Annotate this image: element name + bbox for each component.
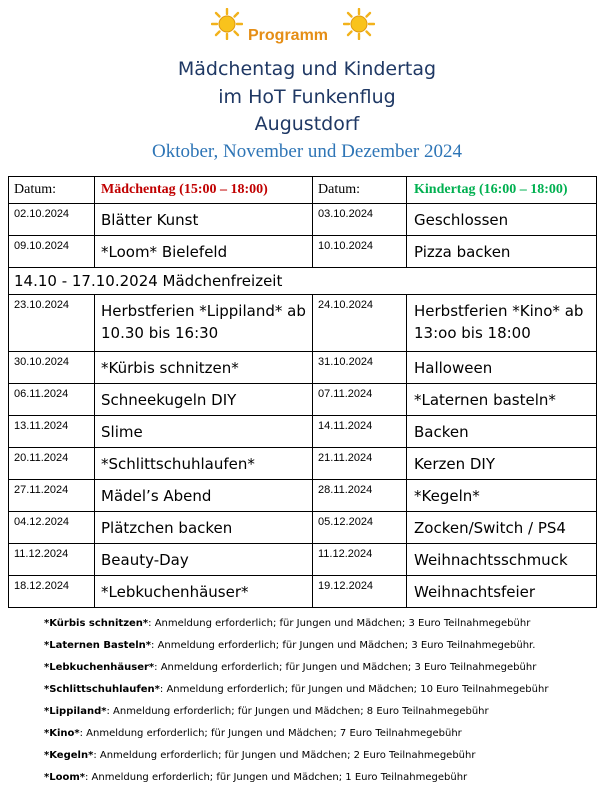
note-item (44, 640, 604, 662)
table-row (9, 295, 597, 352)
date-cell-kindertag: 31.10.2024 (313, 352, 407, 384)
note-key: *Schlittschuhlaufen* (44, 684, 160, 695)
span-cell: 14.10 - 17.10.2024 Mädchenfreizeit (9, 268, 597, 295)
table-row (9, 236, 597, 268)
activity-cell-maedchentag: Mädel’s Abend (95, 480, 313, 512)
note-text: : Anmeldung erforderlich; für Jungen und Mädchen; 2 Euro Teilnahmegebühr (93, 750, 476, 761)
header-date-2: Datum: (313, 177, 407, 204)
note-item (44, 728, 604, 750)
date-cell-kindertag: 10.10.2024 (313, 236, 407, 268)
date-cell-maedchentag: 09.10.2024 (9, 236, 95, 268)
table-row (9, 576, 597, 608)
table-row (9, 544, 597, 576)
activity-cell-maedchentag: *Kürbis schnitzen* (95, 352, 313, 384)
date-cell-maedchentag: 02.10.2024 (9, 204, 95, 236)
note-text: : Anmeldung erforderlich; für Jungen und Mädchen; 7 Euro Teilnahmegebühr (79, 728, 462, 739)
activity-cell-kindertag: Halloween (407, 352, 597, 384)
date-cell-maedchentag: 18.12.2024 (9, 576, 95, 608)
table-header-row (9, 177, 597, 204)
note-key: *Kegeln* (44, 750, 94, 761)
note-key: *Lippiland* (44, 706, 107, 717)
date-cell-maedchentag: 30.10.2024 (9, 352, 95, 384)
notes-list (44, 618, 604, 794)
note-key: *Laternen Basteln* (44, 640, 152, 651)
table-row (9, 416, 597, 448)
header-date-1: Datum: (9, 177, 95, 204)
activity-cell-kindertag: Zocken/Switch / PS4 (407, 512, 597, 544)
activity-cell-kindertag: Backen (407, 416, 597, 448)
date-cell-maedchentag: 06.11.2024 (9, 384, 95, 416)
date-cell-kindertag: 28.11.2024 (313, 480, 407, 512)
activity-cell-kindertag: Herbstferien *Kino* ab 13:oo bis 18:00 (407, 295, 597, 352)
note-item (44, 684, 604, 706)
activity-cell-maedchentag: Beauty-Day (95, 544, 313, 576)
date-cell-kindertag: 05.12.2024 (313, 512, 407, 544)
program-row (0, 6, 614, 46)
title-line-2: im HoT Funkenflug (218, 86, 396, 108)
activity-cell-kindertag: *Kegeln* (407, 480, 597, 512)
table-row (9, 204, 597, 236)
note-item (44, 772, 604, 794)
activity-cell-maedchentag: Schneekugeln DIY (95, 384, 313, 416)
activity-cell-kindertag: Geschlossen (407, 204, 597, 236)
date-cell-maedchentag: 11.12.2024 (9, 544, 95, 576)
note-text: : Anmeldung erforderlich; für Jungen und Mädchen; 1 Euro Teilnahmegebühr (85, 772, 468, 783)
date-cell-kindertag: 24.10.2024 (313, 295, 407, 352)
note-item (44, 618, 604, 640)
date-cell-maedchentag: 04.12.2024 (9, 512, 95, 544)
table-row (9, 448, 597, 480)
activity-cell-kindertag: Kerzen DIY (407, 448, 597, 480)
table-row (9, 512, 597, 544)
note-key: *Loom* (44, 772, 85, 783)
subtitle: Oktober, November und Dezember 2024 (151, 141, 462, 162)
note-item (44, 706, 604, 728)
note-item (44, 662, 604, 684)
note-text: : Anmeldung erforderlich; für Jungen und Mädchen; 3 Euro Teilnahmegebühr. (151, 640, 536, 651)
activity-cell-kindertag: *Laternen basteln* (407, 384, 597, 416)
note-key: *Kürbis schnitzen* (44, 618, 149, 629)
table-row (9, 384, 597, 416)
sun-icon (343, 8, 375, 40)
note-text: : Anmeldung erforderlich; für Jungen und Mädchen; 3 Euro Teilnahmegebühr (148, 618, 531, 629)
activity-cell-kindertag: Pizza backen (407, 236, 597, 268)
activity-cell-kindertag: Weihnachtsschmuck (407, 544, 597, 576)
note-text: : Anmeldung erforderlich; für Jungen und Mädchen; 10 Euro Teilnahmegebühr (159, 684, 549, 695)
date-cell-kindertag: 19.12.2024 (313, 576, 407, 608)
date-cell-kindertag: 14.11.2024 (313, 416, 407, 448)
date-cell-kindertag: 07.11.2024 (313, 384, 407, 416)
activity-cell-maedchentag: *Loom* Bielefeld (95, 236, 313, 268)
note-text: : Anmeldung erforderlich; für Jungen und Mädchen; 8 Euro Teilnahmegebühr (106, 706, 489, 717)
span-row (9, 268, 597, 295)
date-cell-maedchentag: 13.11.2024 (9, 416, 95, 448)
program-label: Programm (248, 27, 329, 44)
header-kindertag: Kindertag (16:00 – 18:00) (407, 177, 597, 204)
date-cell-kindertag: 11.12.2024 (313, 544, 407, 576)
note-key: *Kino* (44, 728, 80, 739)
note-key: *Lebkuchenhäuser* (44, 662, 155, 673)
note-text: : Anmeldung erforderlich; für Jungen und Mädchen; 3 Euro Teilnahmegebühr (154, 662, 537, 673)
activity-cell-maedchentag: *Schlittschuhlaufen* (95, 448, 313, 480)
activity-cell-maedchentag: Slime (95, 416, 313, 448)
activity-cell-kindertag: Weihnachtsfeier (407, 576, 597, 608)
title-line-1: Mädchentag und Kindertag (177, 58, 437, 80)
sun-icon (211, 8, 243, 40)
date-cell-maedchentag: 27.11.2024 (9, 480, 95, 512)
activity-cell-maedchentag: Herbstferien *Lippiland* ab 10.30 bis 16:30 (95, 295, 313, 352)
title-line-3: Augustdorf (254, 113, 360, 135)
schedule-table (8, 176, 597, 608)
header-maedchentag: Mädchentag (15:00 – 18:00) (95, 177, 313, 204)
date-cell-maedchentag: 20.11.2024 (9, 448, 95, 480)
activity-cell-maedchentag: *Lebkuchenhäuser* (95, 576, 313, 608)
activity-cell-maedchentag: Plätzchen backen (95, 512, 313, 544)
table-row (9, 480, 597, 512)
date-cell-kindertag: 21.11.2024 (313, 448, 407, 480)
note-item (44, 750, 604, 772)
table-row (9, 352, 597, 384)
activity-cell-maedchentag: Blätter Kunst (95, 204, 313, 236)
date-cell-kindertag: 03.10.2024 (313, 204, 407, 236)
date-cell-maedchentag: 23.10.2024 (9, 295, 95, 352)
